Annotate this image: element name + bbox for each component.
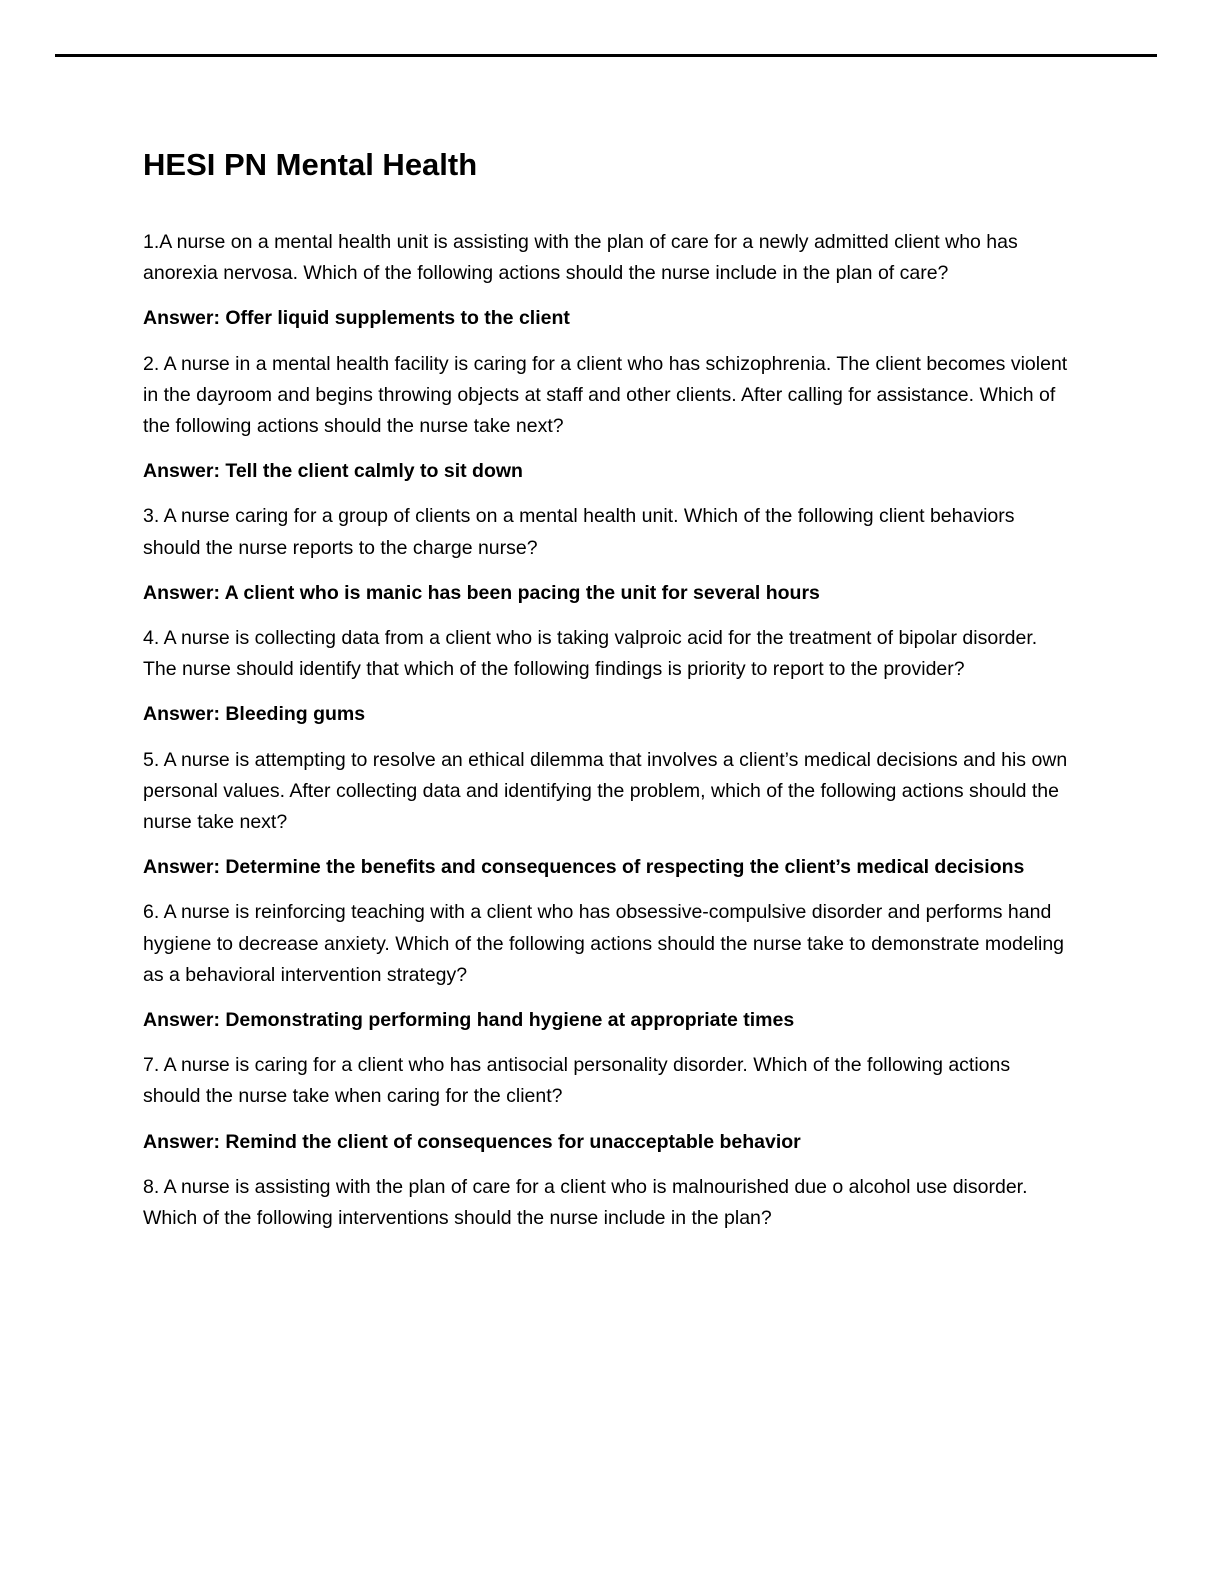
- question-6: 6. A nurse is reinforcing teaching with a client who has obsessive-compulsive disorder and performs hand hygiene to decrease anxiety. Which of the following actions should the nurse take to demonstrate modeling as a behavioral intervention strategy?: [143, 901, 1065, 986]
- answer-1: Answer: Offer liquid supplements to the client: [143, 307, 570, 330]
- answer-5: Answer: Determine the benefits and consequences of respecting the client’s medical decisions: [143, 856, 1025, 879]
- question-1: 1.A nurse on a mental health unit is assisting with the plan of care for a newly admitted client who has anorexia nervosa. Which of the following actions should the nurse include in the plan of care?: [143, 231, 1018, 285]
- header-divider: [55, 54, 1157, 57]
- question-3: 3. A nurse caring for a group of clients on a mental health unit. Which of the following client behaviors should the nurse reports to the charge nurse?: [143, 505, 1015, 559]
- question-2: 2. A nurse in a mental health facility is caring for a client who has schizophrenia. The client becomes violent in the dayroom and begins throwing objects at staff and other clients. After calling for assistance. Which of the following actions should the nurse take next?: [143, 352, 1068, 438]
- answer-4: Answer: Bleeding gums: [143, 703, 366, 726]
- answer-2: Answer: Tell the client calmly to sit down: [143, 460, 523, 483]
- question-4: 4. A nurse is collecting data from a client who is taking valproic acid for the treatment of bipolar disorder. The nurse should identify that which of the following findings is priority to report to the provider?: [143, 627, 1038, 681]
- answer-3: Answer: A client who is manic has been pacing the unit for several hours: [143, 581, 820, 604]
- document-body: [143, 142, 1068, 1248]
- answer-7: Answer: Remind the client of consequences for unacceptable behavior: [143, 1130, 801, 1153]
- page-title: HESI PN Mental Health: [143, 147, 478, 182]
- question-5: 5. A nurse is attempting to resolve an ethical dilemma that involves a client’s medical decisions and his own personal values. After collecting data and identifying the problem, which of the following actions should the nurse take next?: [143, 748, 1068, 834]
- question-8: 8. A nurse is assisting with the plan of care for a client who is malnourished due o alcohol use disorder. Which of the following interventions should the nurse include in the plan?: [143, 1175, 1028, 1230]
- question-7: 7. A nurse is caring for a client who has antisocial personality disorder. Which of the following actions should the nurse take when caring for the client?: [143, 1054, 1011, 1108]
- answer-6: Answer: Demonstrating performing hand hygiene at appropriate times: [143, 1009, 795, 1032]
